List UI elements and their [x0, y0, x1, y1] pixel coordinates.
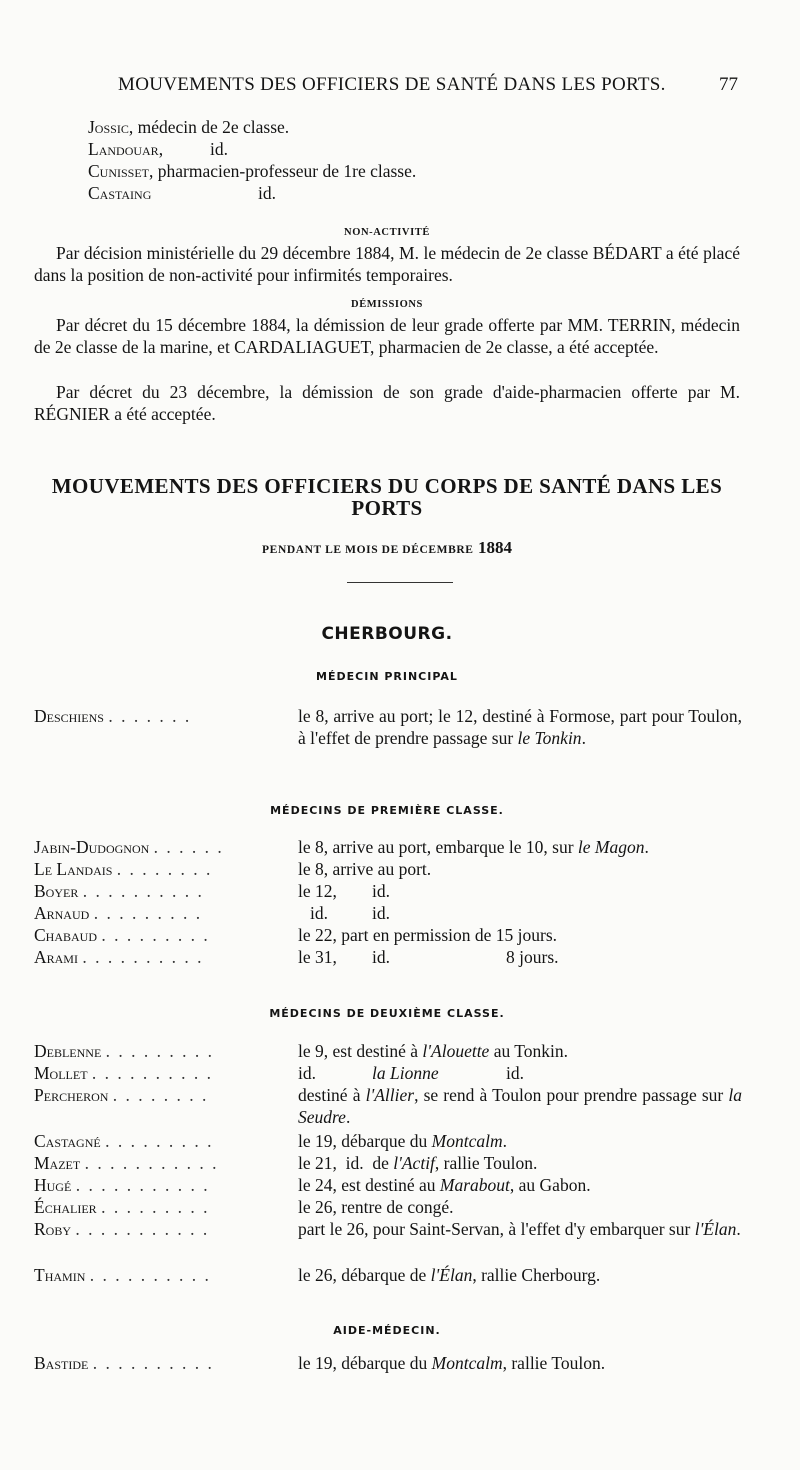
main-title: MOUVEMENTS DES OFFICIERS DU CORPS DE SANTÉ DANS LES PORTS: [51, 474, 723, 520]
city-heading: CHERBOURG.: [321, 624, 453, 644]
list-item: Jossic, médecin de 2e classe.: [88, 117, 290, 137]
paragraph-demissions-2: Par décret du 23 décembre, la démission de son grade d'aide-pharmacien offerte par M. RÉGNIER a été acceptée.: [34, 382, 740, 424]
section-heading-demissions: DÉMISSIONS: [351, 299, 423, 310]
divider: [347, 582, 453, 583]
document-page: MOUVEMENTS DES OFFICIERS DE SANTÉ DANS LES PORTS. 77 Jossic, médecin de 2e classe. Landouar, id. Cunisset, pharmacien-professeur de 1re classe. Castaing id. NON-ACTIVITÉ Par décision ministérielle du 29 décembre 1884, M. le médecin de 2e classe BÉDART a été placé dans la position de non-activité pour infirmités temporaires. DÉMISSIONS Par décret du 15 décembre 1884, la démission de leur grade offerte par MM. TERRIN, médecin de 2e classe de la marine, et CARDALIAGUET, pharmacien de 2e classe, a été acceptée. Par décret du 23 décembre, la démission de son grade d'aide-pharmacien offerte par M. RÉGNIER a été acceptée. MOUVEMENTS DES OFFICIERS DU CORPS DE SANTÉ DANS LES PORTS PENDANT LE MOIS DE DÉCEMBRE 1884 CHERBOURG. MÉDECIN PRINCIPAL Deschiens . . . . . . . le 8, arrive au port; le 12, destiné à Formose, part pour Toulon, à l'effet de prendre passage sur le Tonkin. MÉDECINS DE PREMIÈRE CLASSE. Jabin-Dudognon . . . . . . le 8, arrive au port, embarque le 10, sur le Magon. Le Landais . . . . . . . . le 8, arrive au port. Boyer . . . . . . . . . . le 12, id. Arnaud . . . . . . . . . id. id. Chabaud . . . . . . . . . le 22, part en permission de 15 jours. Arami . . . . . . . . . . le 31, id. 8 jours. MÉDECINS DE DEUXIÈME CLASSE. Deblenne . . . . . . . . . le 9, est destiné à l'Alouette au Tonkin. Mollet . . . . . . . . . . id. la Lionne id. Percheron . . . . . . . . destiné à l'Allier, se rend à Toulon pour prendre passage sur la Seudre. Castagné . . . . . . . . . le 19, débarque du Montcalm. Mazet . . . . . . . . . . . le 21, id. de l'Actif, rallie Toulon. Hugé . . . . . . . . . . . le 24, est destiné au Marabout, au Gabon. Échalier . . . . . . . . . le 26, rentre de congé. Roby . . . . . . . . . . . part le 26, pour Saint-Servan, à l'effet d'y embarquer sur l'Élan. Thamin . . . . . . . . . . le 26, débarque de l'Élan, rallie Cherbourg. AIDE-MÉDECIN. Bastide . . . . . . . . . . le 19, débarque du Montcalm, rallie Toulon.: [34, 74, 742, 1373]
paragraph-non-activite: Par décision ministérielle du 29 décembre 1884, M. le médecin de 2e classe BÉDART a été placé dans la position de non-activité pour infirmités temporaires.: [34, 243, 740, 285]
list-item: Castaing id.: [88, 183, 276, 203]
top-list: [88, 116, 688, 204]
page-number: 77: [719, 74, 738, 95]
section-heading-deuxieme: MÉDECINS DE DEUXIÈME CLASSE.: [269, 1007, 505, 1020]
header-title: MOUVEMENTS DES OFFICIERS DE SANTÉ DANS LES PORTS.: [118, 74, 666, 95]
subtitle: PENDANT LE MOIS DE DÉCEMBRE 1884: [262, 538, 512, 557]
section-heading-premiere: MÉDECINS DE PREMIÈRE CLASSE.: [270, 804, 504, 817]
paragraph-demissions-1: Par décret du 15 décembre 1884, la démission de leur grade offerte par MM. TERRIN, médecin de 2e classe de la marine, et CARDALIAGUET, pharmacien de 2e classe, a été acceptée.: [34, 315, 740, 357]
list-item: Cunisset, pharmacien-professeur de 1re classe.: [88, 161, 417, 181]
section-heading-non-activite: NON-ACTIVITÉ: [344, 227, 430, 238]
section-heading-aide: AIDE-MÉDECIN.: [333, 1324, 441, 1337]
list-item: Landouar, id.: [88, 139, 228, 159]
running-header: [118, 74, 738, 102]
section-heading-principal: MÉDECIN PRINCIPAL: [316, 670, 458, 683]
